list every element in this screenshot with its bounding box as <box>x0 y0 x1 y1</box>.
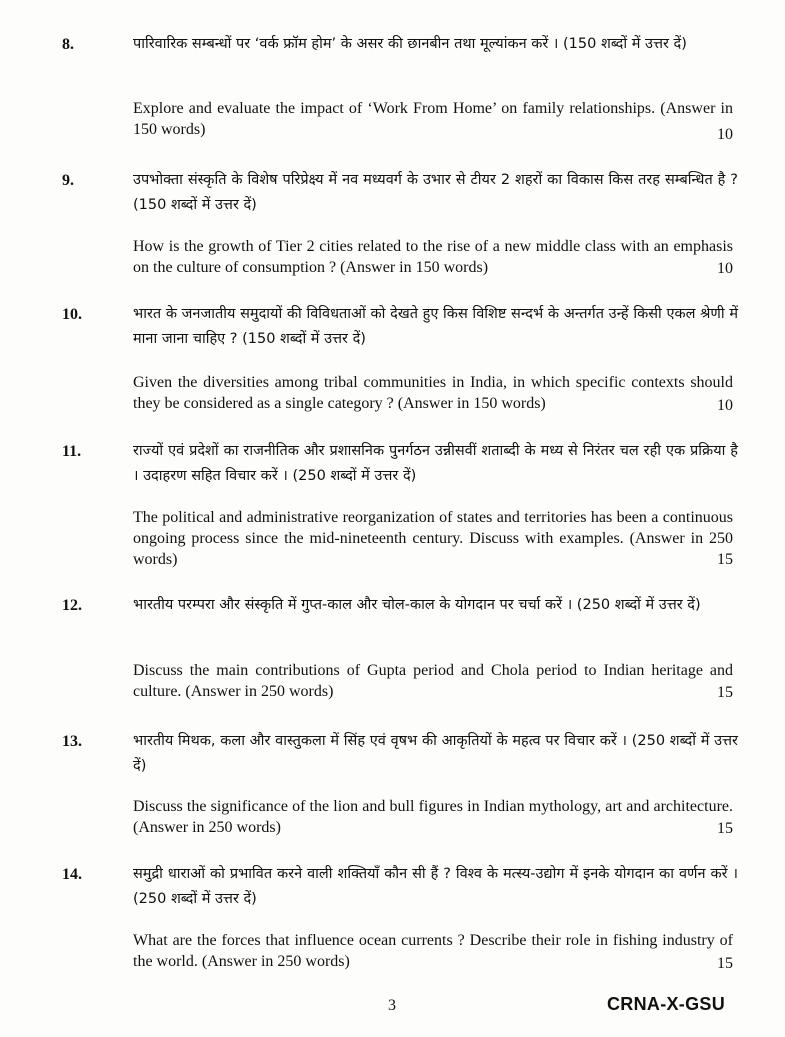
question-number: 14. <box>62 866 82 883</box>
question-marks: 10 <box>717 397 733 414</box>
paper-code: CRNA-X-GSU <box>607 994 725 1014</box>
question-number: 9. <box>62 172 74 189</box>
question-hindi-text: भारतीय मिथक, कला और वास्तुकला में सिंह एवं वृषभ की आकृतियों के महत्व पर विचार करें । (250 शब्दों में उत्तर दें) <box>133 733 738 774</box>
question-hindi-text: भारत के जनजातीय समुदायों की विविधताओं को देखते हुए किस विशिष्ट सन्दर्भ के अन्तर्गत उन्हें किसी एकल श्रेणी में माना जाना चाहिए ? (150 शब्दों में उत्तर दें) <box>133 306 738 347</box>
question-english-text: Discuss the main contributions of Gupta period and Chola period to Indian heritage and culture. (Answer in 250 words) <box>133 662 733 700</box>
question-hindi-text: पारिवारिक सम्बन्धों पर ‘वर्क फ्रॉम होम’ के असर की छानबीन तथा मूल्यांकन करें । (150 शब्दों में उत्तर दें) <box>133 36 687 52</box>
question-number: 12. <box>62 597 82 614</box>
question-english-text: The political and administrative reorganization of states and territories has been a continuous ongoing process since the mid-nineteenth century. Discuss with examples. (Answer in 250 words) <box>133 509 733 568</box>
question-marks: 15 <box>717 820 733 837</box>
question-number: 13. <box>62 733 82 750</box>
question-number: 11. <box>62 443 82 460</box>
question-hindi-text: राज्यों एवं प्रदेशों का राजनीतिक और प्रशासनिक पुनर्गठन उन्नीसवीं शताब्दी के मध्य से निरंतर चल रही एक प्रक्रिया है । उदाहरण सहित विचार करें । (250 शब्दों में उत्तर दें) <box>133 443 738 484</box>
question-hindi-text: भारतीय परम्परा और संस्कृति में गुप्त-काल और चोल-काल के योगदान पर चर्चा करें । (250 शब्दों में उत्तर दें) <box>133 597 701 613</box>
question-hindi-text: उपभोक्ता संस्कृति के विशेष परिप्रेक्ष्य में नव मध्यवर्ग के उभार से टीयर 2 शहरों का विकास किस तरह सम्बन्धित है ? (150 शब्दों में उत्तर दें) <box>133 172 738 213</box>
question-english-text: Given the diversities among tribal communities in India, in which specific contexts should they be considered as a single category ? (Answer in 150 words) <box>133 374 733 412</box>
page-number: 3 <box>388 997 396 1014</box>
question-english-text: How is the growth of Tier 2 cities related to the rise of a new middle class with an emphasis on the culture of consumption ? (Answer in 150 words) <box>133 238 733 276</box>
question-hindi-text: समुद्री धाराओं को प्रभावित करने वाली शक्तियाँ कौन सी हैं ? विश्व के मत्स्य-उद्योग में इनके योगदान का वर्णन करें । (250 शब्दों में उत्तर दें) <box>133 866 738 907</box>
question-english-text: Explore and evaluate the impact of ‘Work From Home’ on family relationships. (Answer in 150 words) <box>133 100 733 138</box>
question-number: 10. <box>62 306 82 323</box>
question-marks: 15 <box>717 684 733 701</box>
question-marks: 10 <box>717 260 733 277</box>
question-marks: 10 <box>717 126 733 143</box>
question-marks: 15 <box>717 955 733 972</box>
question-english-text: What are the forces that influence ocean currents ? Describe their role in fishing industry of the world. (Answer in 250 words) <box>133 932 733 970</box>
question-english-text: Discuss the significance of the lion and bull figures in Indian mythology, art and architecture. (Answer in 250 words) <box>133 798 733 836</box>
question-number: 8. <box>62 36 74 53</box>
question-marks: 15 <box>717 551 733 568</box>
